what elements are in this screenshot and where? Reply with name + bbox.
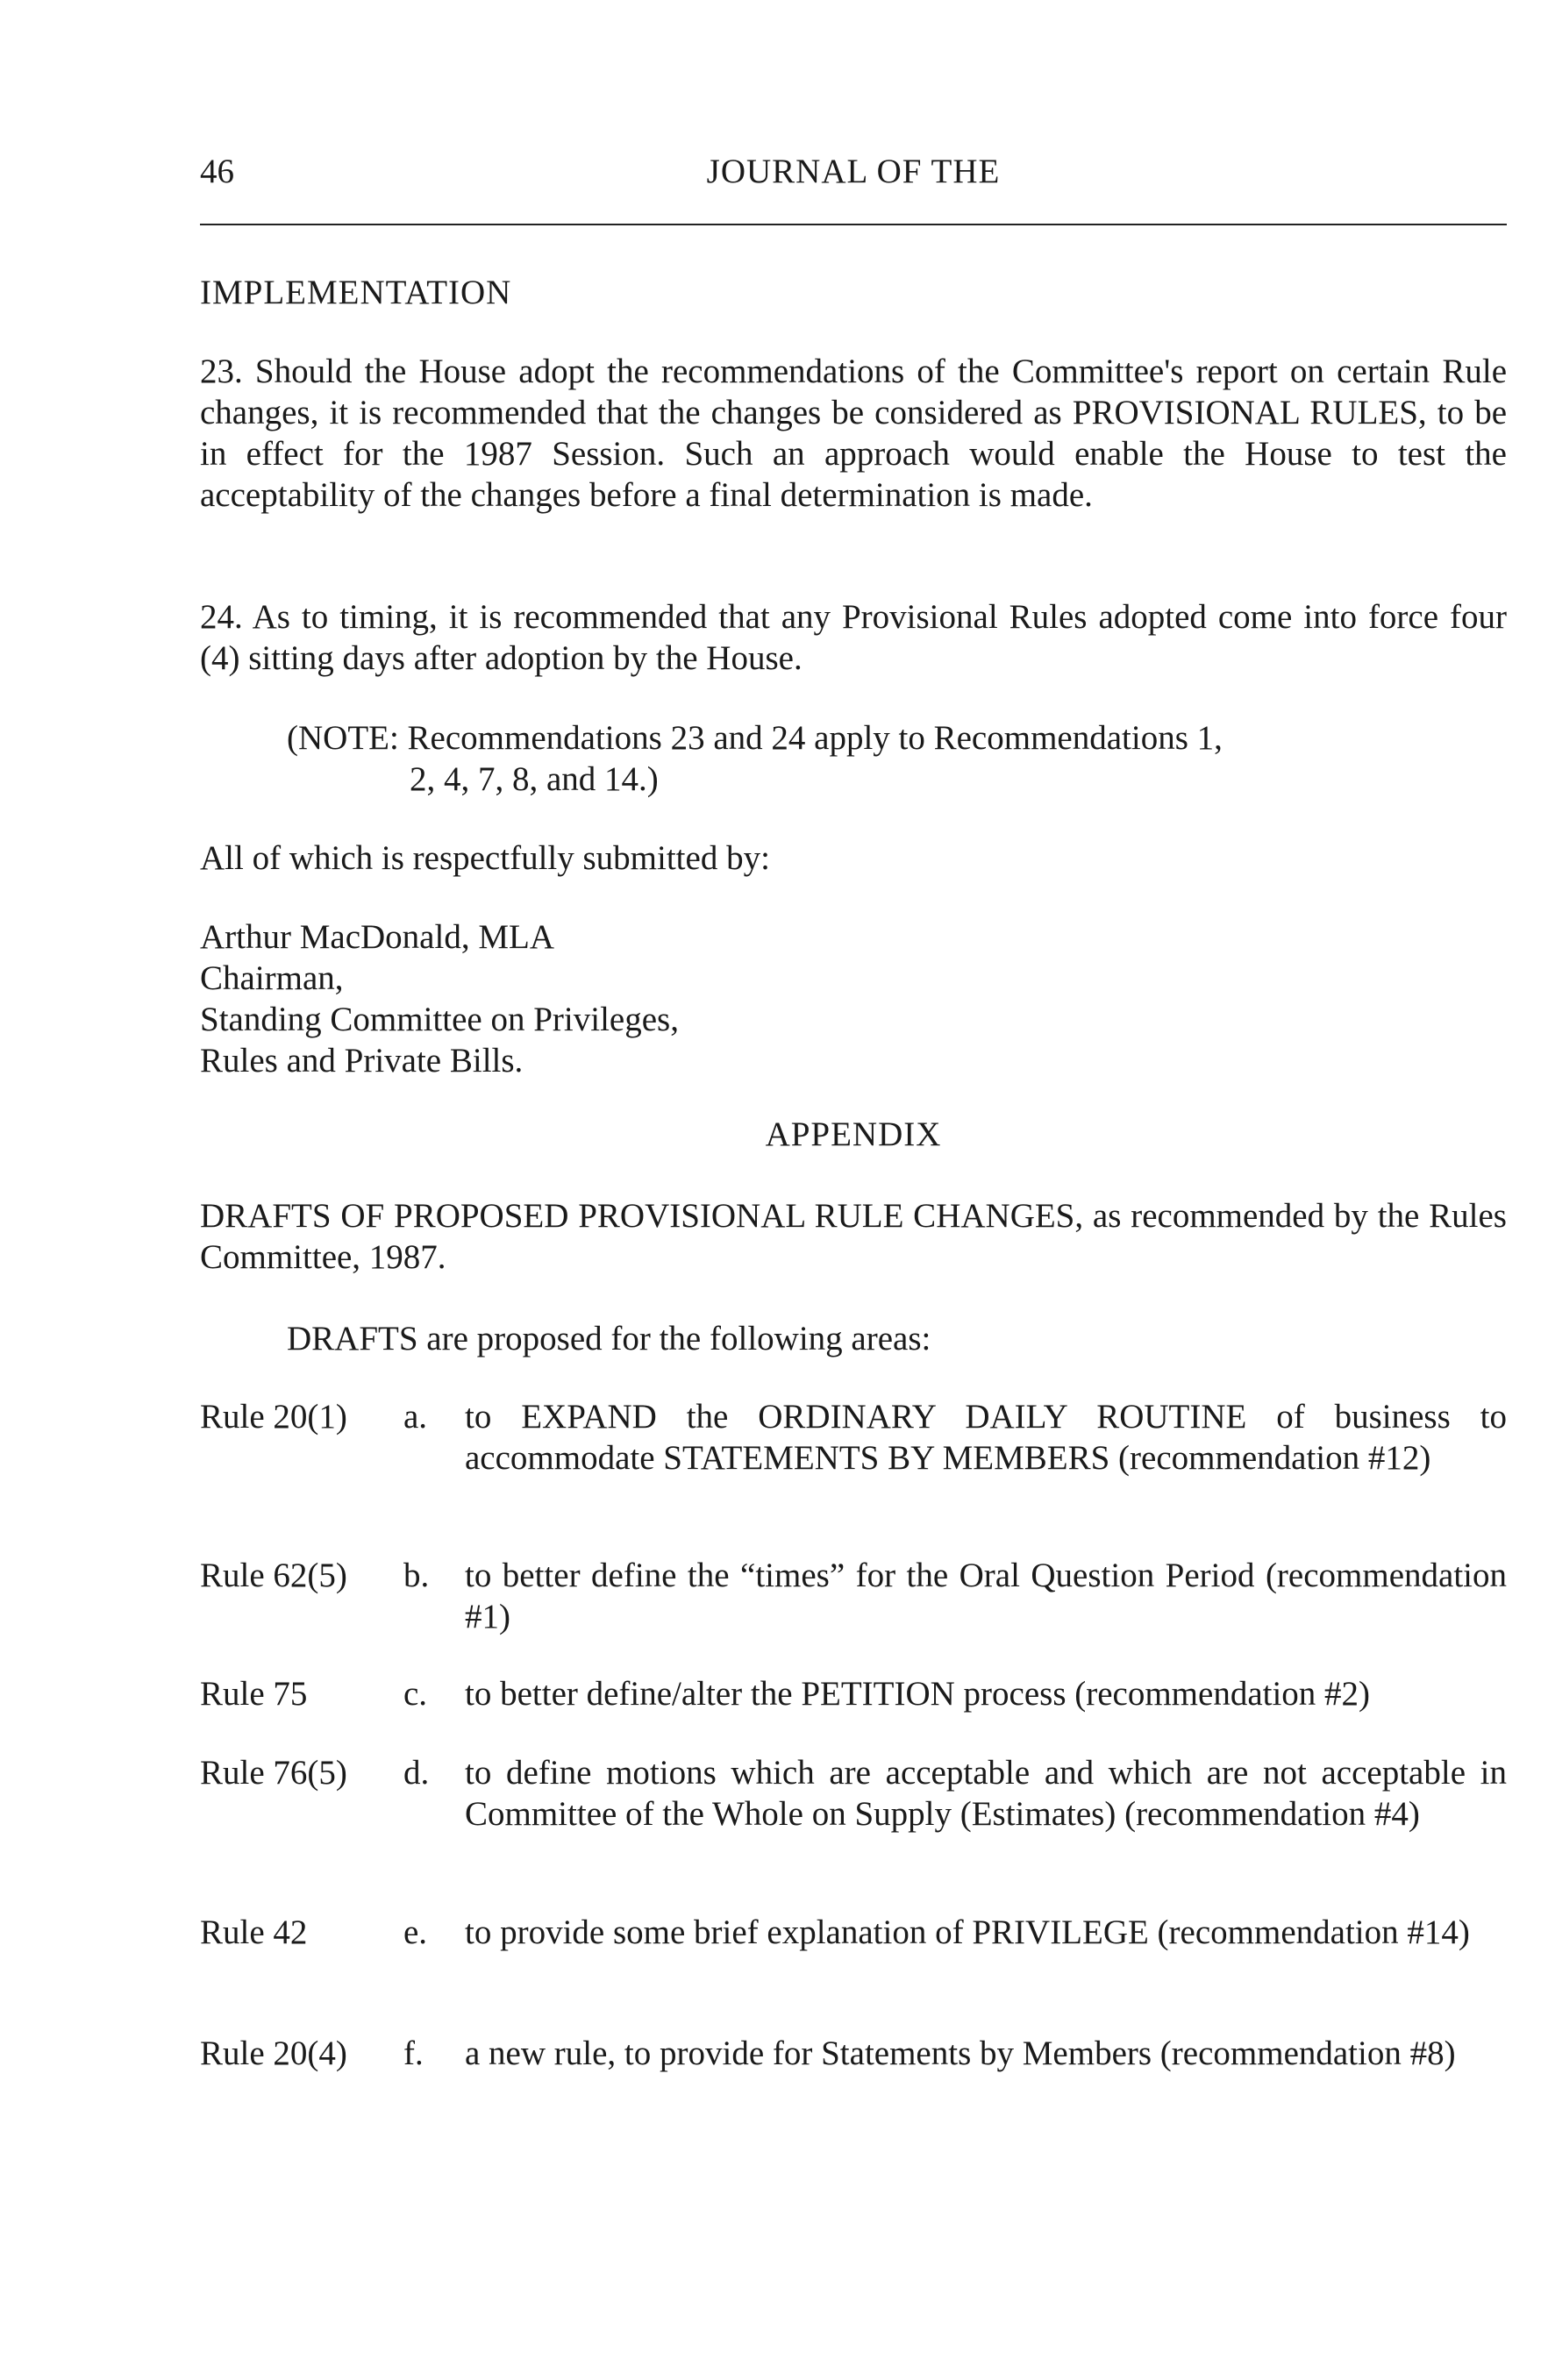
submission-intro: All of which is respectfully submitted by: [200, 839, 770, 877]
draft-item [200, 2033, 1507, 2115]
draft-letter: d. [403, 1754, 430, 1792]
draft-rule-number: Rule 20(1) [200, 1398, 347, 1436]
page-header [200, 151, 1507, 195]
draft-item [200, 1673, 1507, 1714]
running-head: JOURNAL OF THE [706, 153, 1001, 190]
draft-description: to provide some brief explanation of PRIVILEGE (recommendation #14) [465, 1913, 1470, 1951]
implementation-heading: IMPLEMENTATION [200, 274, 512, 311]
signature-name: Arthur MacDonald, MLA [200, 918, 554, 956]
page-number: 46 [200, 153, 234, 190]
draft-item [200, 1555, 1507, 1637]
draft-item [200, 1396, 1507, 1519]
draft-rule-number: Rule 20(4) [200, 2034, 347, 2072]
signature-committee-cont: Rules and Private Bills. [200, 1042, 524, 1080]
signature-block [200, 916, 1507, 1081]
paragraph-23: 23. Should the House adopt the recommendations of the Committee's report on certain Rule changes, it is recommended that the changes be considered as PROVISIONAL RULES, to be in effect for the 1987 Session. Such an approach would enable the House to test the acceptability of the changes before a final determination is made. [200, 353, 1507, 514]
draft-rule-number: Rule 76(5) [200, 1754, 347, 1792]
note-line-1: (NOTE: Recommendations 23 and 24 apply to Recommendations 1, [287, 719, 1223, 757]
draft-rule-number: Rule 42 [200, 1913, 308, 1951]
draft-description: to define motions which are acceptable and which are not acceptable in Committee of the Whole on Supply (Estimates) (recommendation #4) [465, 1754, 1507, 1833]
draft-item [200, 1752, 1507, 1875]
draft-description: to better define/alter the PETITION process (recommendation #2) [465, 1675, 1371, 1713]
draft-rule-number: Rule 62(5) [200, 1557, 347, 1594]
draft-letter: b. [403, 1557, 430, 1594]
note-line-2: 2, 4, 7, 8, and 14.) [410, 760, 659, 798]
header-rule [200, 224, 1507, 225]
signature-committee: Standing Committee on Privileges, [200, 1001, 679, 1038]
note [287, 717, 1427, 800]
signature-title: Chairman, [200, 959, 344, 997]
draft-letter: c. [403, 1675, 428, 1713]
draft-description: to EXPAND the ORDINARY DAILY ROUTINE of business to accommodate STATEMENTS BY MEMBERS (recommendation #12) [465, 1398, 1507, 1477]
draft-item [200, 1912, 1507, 1994]
draft-rule-number: Rule 75 [200, 1675, 308, 1713]
draft-description: to better define the “times” for the Oral Question Period (recommendation #1) [465, 1557, 1507, 1635]
draft-letter: e. [403, 1913, 428, 1951]
draft-letter: a. [403, 1398, 428, 1436]
draft-description: a new rule, to provide for Statements by Members (recommendation #8) [465, 2034, 1456, 2072]
appendix-heading: APPENDIX [765, 1115, 942, 1153]
drafts-intro: DRAFTS are proposed for the following areas: [287, 1320, 931, 1357]
appendix-intro: DRAFTS OF PROPOSED PROVISIONAL RULE CHANGES, as recommended by the Rules Committee, 1987. [200, 1197, 1507, 1276]
draft-letter: f. [403, 2034, 424, 2072]
paragraph-24: 24. As to timing, it is recommended that any Provisional Rules adopted come into force four (4) sitting days after adoption by the House. [200, 598, 1507, 677]
